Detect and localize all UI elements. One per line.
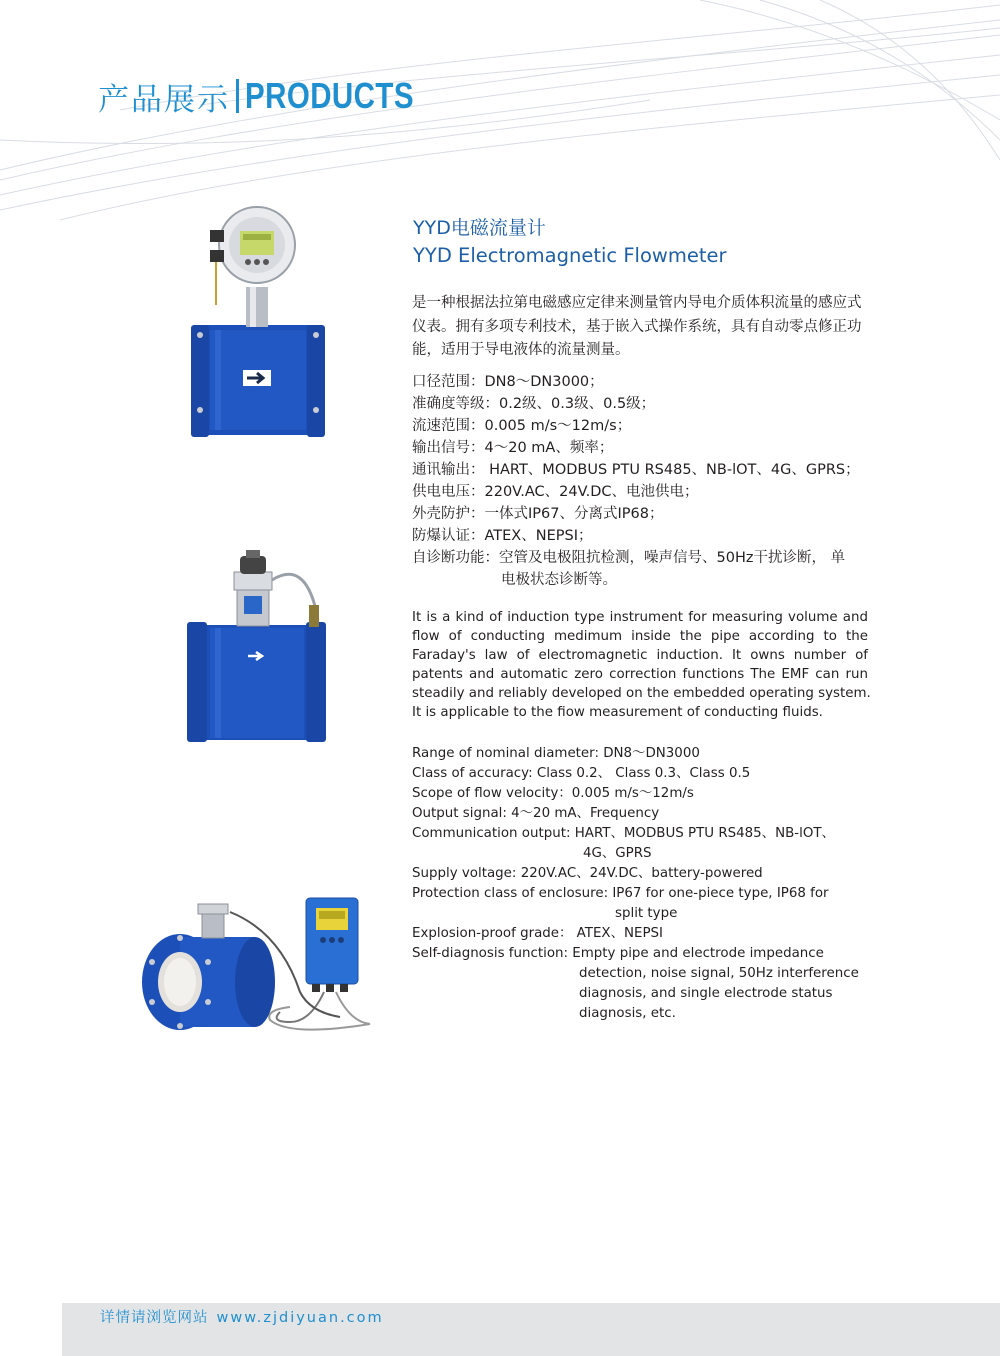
spec-label: 自诊断功能： xyxy=(412,550,499,566)
product-name-cn: YYD电磁流量计 xyxy=(413,217,546,239)
spec-en-continuation: split type xyxy=(615,906,678,921)
product-name-en: YYD Electromagnetic Flowmeter xyxy=(413,244,727,267)
footer-website-link[interactable]: www.zjdiyuan.com xyxy=(216,1310,384,1326)
header-divider xyxy=(236,79,239,113)
spec-value: HART、MODBUS PTU RS485、NB-lOT、4G、GPRS； xyxy=(484,462,860,478)
spec-value: 0.2级、0.3级、0.5级； xyxy=(499,396,656,412)
spec-en-row: Class of accuracy: Class 0.2、 Class 0.3、Class 0.5 xyxy=(412,766,751,781)
spec-label: 外壳防护： xyxy=(412,506,485,522)
spec-en-continuation: diagnosis, etc. xyxy=(579,1006,676,1021)
spec-row xyxy=(412,547,882,569)
spec-value: DN8～DN3000； xyxy=(484,374,604,390)
intro-cn-line: 仪表。拥有多项专利技术，基于嵌入式操作系统，具有自动零点修正功 xyxy=(412,318,862,335)
product-specs-cn xyxy=(412,371,882,591)
spec-label: 流速范围： xyxy=(412,418,485,434)
spec-label: 防爆认证： xyxy=(412,528,485,544)
spec-en-row: Scope of flow velocity：0.005 m/s～12m/s xyxy=(412,786,694,801)
spec-value: 4～20 mA、频率； xyxy=(484,440,614,456)
footer-label: 详情请浏览网站 xyxy=(100,1310,209,1326)
spec-en-row: Explosion-proof grade： ATEX、NEPSI xyxy=(412,926,663,941)
header-title-en: PRODUCTS xyxy=(245,75,414,116)
spec-en-row: Range of nominal diameter: DN8～DN3000 xyxy=(412,746,700,761)
spec-value: 220V.AC、24V.DC、电池供电； xyxy=(484,484,699,500)
spec-en-row: Supply voltage: 220V.AC、24V.DC、battery-powered xyxy=(412,866,763,881)
spec-en-continuation: 4G、GPRS xyxy=(583,846,652,861)
product-specs-en xyxy=(412,744,882,1024)
header-title-cn: 产品展示 xyxy=(98,81,230,118)
spec-row xyxy=(412,437,882,459)
spec-row xyxy=(412,371,882,393)
spec-en-row: Protection class of enclosure: IP67 for one-piece type, IP68 for xyxy=(412,886,829,901)
flowmeter-split-type-image xyxy=(140,892,380,1042)
intro-cn-line: 能，适用于导电液体的流量测量。 xyxy=(412,342,630,358)
spec-label: 输出信号： xyxy=(412,440,485,456)
product-intro-cn xyxy=(412,292,872,363)
spec-value: 一体式IP67、分离式IP68； xyxy=(484,506,664,522)
spec-en-row: Self-diagnosis function: Empty pipe and electrode impedance xyxy=(412,946,824,961)
spec-value: 空管及电极阻抗检测，噪声信号、50Hz干扰诊断， 单 xyxy=(499,550,846,566)
spec-en-row: Output signal: 4～20 mA、Frequency xyxy=(412,806,660,821)
product-intro-en xyxy=(412,608,871,722)
spec-label: 供电电压： xyxy=(412,484,485,500)
spec-en-continuation: diagnosis, and single electrode status xyxy=(579,986,833,1001)
page-header xyxy=(98,74,451,118)
spec-row xyxy=(412,459,882,481)
spec-label: 准确度等级： xyxy=(412,396,499,412)
spec-label: 口径范围： xyxy=(412,374,485,390)
spec-label: 通讯输出： xyxy=(412,462,485,478)
intro-en-line: patents and automatic zero correction functions The EMF can run xyxy=(412,667,868,682)
spec-row xyxy=(412,481,882,503)
spec-en-continuation: detection, noise signal, 50Hz interference xyxy=(579,966,859,981)
spec-row xyxy=(412,503,882,525)
spec-row xyxy=(412,393,882,415)
intro-cn-line: 是一种根据法拉第电磁感应定律来测量管内导电介质体积流量的感应式 xyxy=(412,295,862,311)
spec-row xyxy=(412,525,882,547)
intro-en-line: It is a kind of induction type instrument for measuring volume and xyxy=(412,610,868,625)
spec-value: 0.005 m/s～12m/s； xyxy=(484,418,632,434)
footer xyxy=(100,1306,384,1327)
intro-en-line: steadily and reliably developed on the embedded operating system. xyxy=(412,686,871,701)
flowmeter-insertion-image xyxy=(184,550,329,748)
spec-en-row: Communication output: HART、MODBUS PTU RS485、NB-lOT、 xyxy=(412,826,835,841)
intro-en-line: flow of conducting medimum inside the pipe according to the xyxy=(412,629,868,644)
intro-en-line: Faraday's law of electromagnetic induction. It owns number of xyxy=(412,648,868,663)
intro-en-line: It is applicable to the fiow measurement of conducting fluids. xyxy=(412,705,823,720)
spec-value: ATEX、NEPSI； xyxy=(484,528,593,544)
spec-row xyxy=(412,415,882,437)
flowmeter-integrated-image xyxy=(188,205,328,445)
spec-continuation: 电极状态诊断等。 xyxy=(501,572,617,588)
